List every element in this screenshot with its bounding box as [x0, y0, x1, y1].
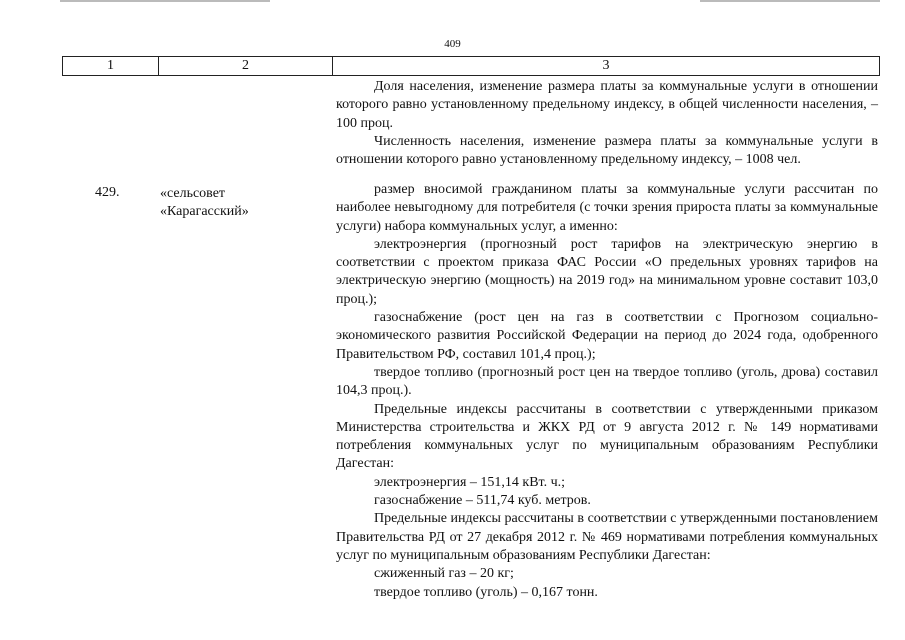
paragraph-electricity-tariff: электроэнергия (прогнозный рост тарифов на электрическую энергию в соответствии с проектом приказа ФАС России «О предельных уровнях тарифов на электрическую энергию (мощность) на 2019 год» на минимальном уровне составит 103,0 проц.);	[336, 236, 878, 307]
paragraph-payment-calc: размер вносимой гражданином платы за коммунальные услуги рассчитан по наиболее невыгодному для потребителя (с точки зрения прироста платы за коммунальные услуги) набора коммунальных услуг, а именно:	[336, 182, 878, 234]
paragraph-gas-supply-growth: газоснабжение (рост цен на газ в соответствии с Прогнозом социально-экономического развития Российской Федерации на период до 2024 года, одобренного Правительством РФ, составил 101,4 проц.);	[336, 310, 878, 362]
page-number: 409	[444, 38, 461, 50]
paragraph-solid-fuel-growth: твердое топливо (прогнозный рост цен на твердое топливо (уголь, дрова) составил 104,3 проц.).	[336, 364, 878, 399]
list-item-solid-fuel: твердое топливо (уголь) – 0,167 тонн.	[374, 584, 598, 600]
scan-edge-right	[700, 0, 880, 2]
row-name-line-2: «Карагасский»	[160, 204, 249, 219]
row-description-block	[336, 181, 878, 602]
list-item-electricity: электроэнергия – 151,14 кВт. ч.;	[374, 474, 566, 490]
scan-edge-left	[60, 0, 270, 2]
column-header-1: 1	[63, 57, 159, 76]
paragraph-indices-order-149: Предельные индексы рассчитаны в соответствии с утвержденными приказом Министерства строительства и ЖКХ РД от 9 августа 2012 г. № 149 нормативами потребления коммунальных услуг по муниципальным образованиям Республики Дагестан:	[336, 401, 878, 472]
list-item-gas-supply: газоснабжение – 511,74 куб. метров.	[374, 493, 591, 509]
paragraph-population-count: Численность населения, изменение размера платы за коммунальные услуги в отношении которого равно установленному предельному индексу, – 1008 чел.	[336, 133, 878, 168]
row-name-line-1: «сельсовет	[160, 186, 226, 201]
row-municipality-name	[160, 185, 249, 221]
column-header-2: 2	[159, 57, 333, 76]
column-header-table	[62, 56, 880, 76]
row-number: 429.	[95, 185, 120, 200]
continued-text-block	[336, 78, 878, 169]
paragraph-population-share: Доля населения, изменение размера платы за коммунальные услуги в отношении которого равно установленному предельному индексу, в общей численности населения, – 100 проц.	[336, 79, 878, 131]
list-item-liquefied-gas: сжиженный газ – 20 кг;	[374, 566, 514, 582]
paragraph-indices-decree-469: Предельные индексы рассчитаны в соответствии с утвержденными постановлением Правительства РД от 27 декабря 2012 г. № 469 нормативами потребления коммунальных услуг по муниципальным образованиям Республики Дагестан:	[336, 511, 878, 563]
column-header-3: 3	[333, 57, 880, 76]
